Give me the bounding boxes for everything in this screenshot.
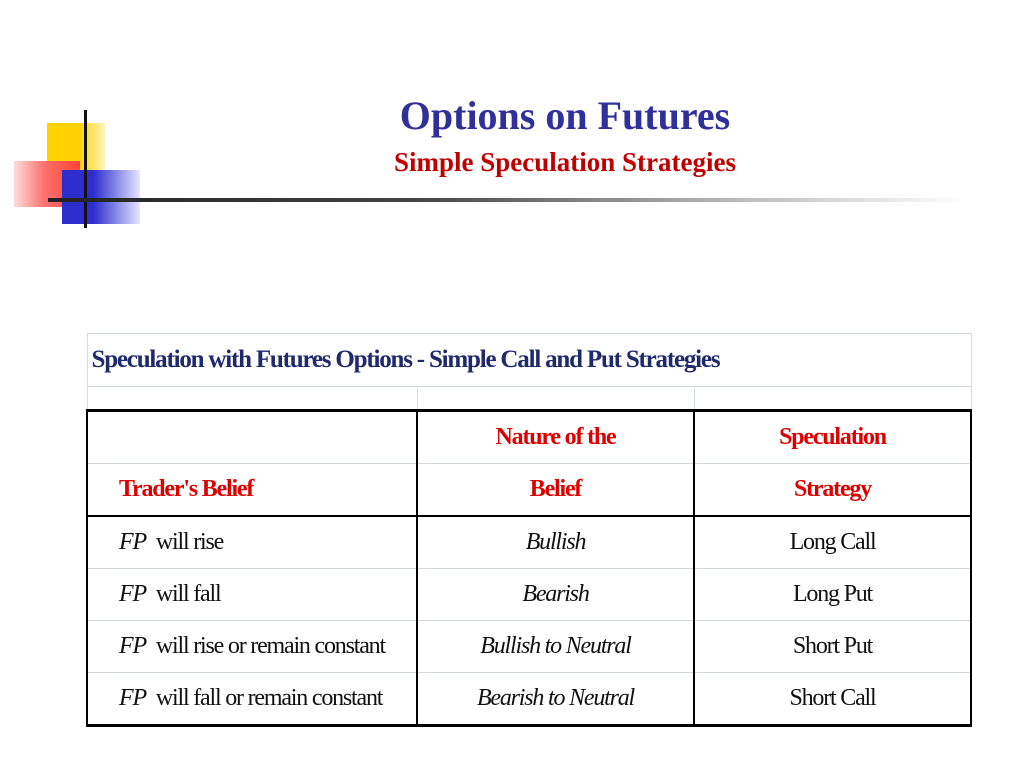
belief-cell: [87, 516, 417, 569]
slide-title: Options on Futures: [399, 93, 731, 138]
spacer-cell: [87, 387, 417, 411]
title-underline: [48, 198, 968, 202]
slide-subtitle: Simple Speculation Strategies: [394, 147, 736, 177]
nature-cell: Bearish: [417, 569, 694, 621]
logo-blue-square: [62, 170, 140, 224]
fp-symbol: FP: [119, 581, 146, 607]
spacer-cell: [417, 387, 694, 411]
table-row: [87, 516, 971, 569]
header-traders-belief: Trader's Belief: [87, 464, 417, 517]
nature-cell: Bearish to Neutral: [417, 673, 694, 726]
nature-cell: Bullish: [417, 516, 694, 569]
header-cell-empty: [87, 411, 417, 464]
belief-text: will fall or remain constant: [155, 685, 383, 711]
table-row: [87, 621, 971, 673]
strategy-table: [86, 333, 970, 727]
header-nature-line2: Belief: [417, 464, 694, 517]
belief-cell: [87, 673, 417, 726]
strategy-cell: Long Call: [694, 516, 971, 569]
belief-cell: [87, 569, 417, 621]
fp-symbol: FP: [119, 633, 146, 659]
header-nature-line1: Nature of the: [417, 411, 694, 464]
logo-vertical-line: [84, 110, 87, 228]
belief-text: will fall: [155, 581, 221, 607]
belief-cell: [87, 621, 417, 673]
table-caption: Speculation with Futures Options - Simple Call and Put Strategies: [87, 334, 971, 387]
fp-symbol: FP: [119, 685, 146, 711]
strategy-cell: Short Call: [694, 673, 971, 726]
strategy-cell: Long Put: [694, 569, 971, 621]
table-row: [87, 569, 971, 621]
header-strategy-line2: Strategy: [694, 464, 971, 517]
table-row: [87, 673, 971, 726]
header-strategy-line1: Speculation: [694, 411, 971, 464]
fp-symbol: FP: [119, 529, 146, 555]
spacer-cell: [694, 387, 971, 411]
nature-cell: Bullish to Neutral: [417, 621, 694, 673]
belief-text: will rise or remain constant: [155, 633, 385, 659]
strategy-cell: Short Put: [694, 621, 971, 673]
belief-text: will rise: [155, 529, 224, 555]
